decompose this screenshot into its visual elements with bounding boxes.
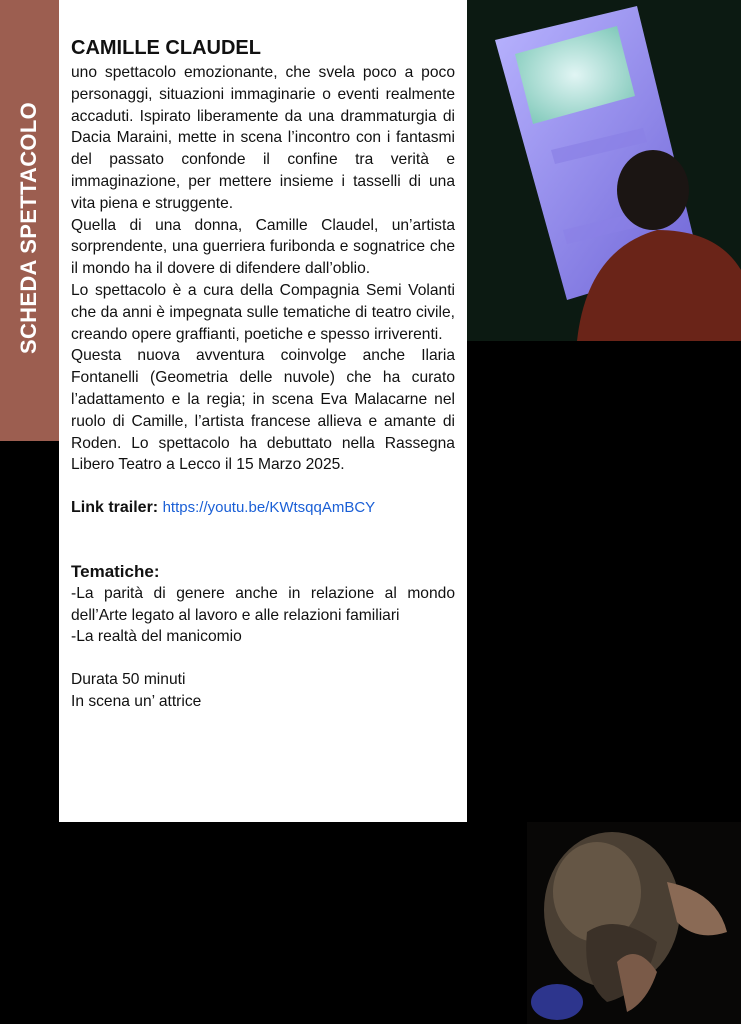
description-paragraph-2: Quella di una donna, Camille Claudel, un’artista sorprendente, una guerriera furibonda e sognatrice che il mondo ha il dovere di difendere dall’oblio. bbox=[71, 216, 455, 278]
description-paragraph-1: uno spettacolo emozionante, che svela poco a poco personaggi, situazioni immaginarie o eventi realmente accaduti. Ispirato liberamente da una drammaturgia di Dacia Maraini, mette in scena l’incontro con i fantasmi del passato confonde il confine tra verità e immaginazione, per mettere insieme i tasselli di una vita piena e struggente. bbox=[71, 64, 455, 212]
duration-text: Durata 50 minuti bbox=[71, 671, 186, 689]
stage-photo-door-illustration bbox=[467, 0, 741, 341]
description-paragraph-3: Lo spettacolo è a cura della Compagnia Semi Volanti che da anni è impegnata sulle tematiche di teatro civile, creando opere graffianti, poetiche e spesso irriverenti. bbox=[71, 281, 455, 343]
theme-item-2: -La realtà del manicomio bbox=[71, 628, 242, 646]
show-details bbox=[71, 669, 455, 713]
show-title: CAMILLE CLAUDEL bbox=[71, 37, 261, 59]
theme-item-1: -La parità di genere anche in relazione al mondo dell’Arte legato al lavoro e alle relazioni familiari bbox=[71, 584, 455, 624]
stage-photo-sculpture-illustration bbox=[527, 822, 741, 1024]
cast-text: In scena un’ attrice bbox=[71, 692, 202, 710]
stage-photo-door bbox=[467, 0, 741, 341]
trailer-row bbox=[71, 497, 455, 519]
description-paragraph-4: Questa nuova avventura coinvolge anche Ilaria Fontanelli (Geometria delle nuvole) che ha curato l’adattamento e la regia; in scena Eva Malacarne nel ruolo di Camille, l’artista francese allieva e amante di Roden. Lo spettacolo ha debuttato nella Rassegna Libero Teatro a Lecco il 15 Marzo 2025. bbox=[71, 347, 455, 474]
trailer-link[interactable]: https://youtu.be/KWtsqqAmBCY bbox=[162, 499, 376, 517]
side-bar bbox=[0, 0, 59, 441]
ghost-text-artifact bbox=[71, 519, 455, 527]
themes-heading: Tematiche: bbox=[71, 561, 160, 581]
trailer-label: Link trailer: bbox=[71, 499, 159, 517]
stage-photo-sculpture bbox=[527, 822, 741, 1024]
show-sheet-content bbox=[71, 36, 455, 713]
section-label: SCHEDA SPETTACOLO bbox=[16, 102, 41, 354]
